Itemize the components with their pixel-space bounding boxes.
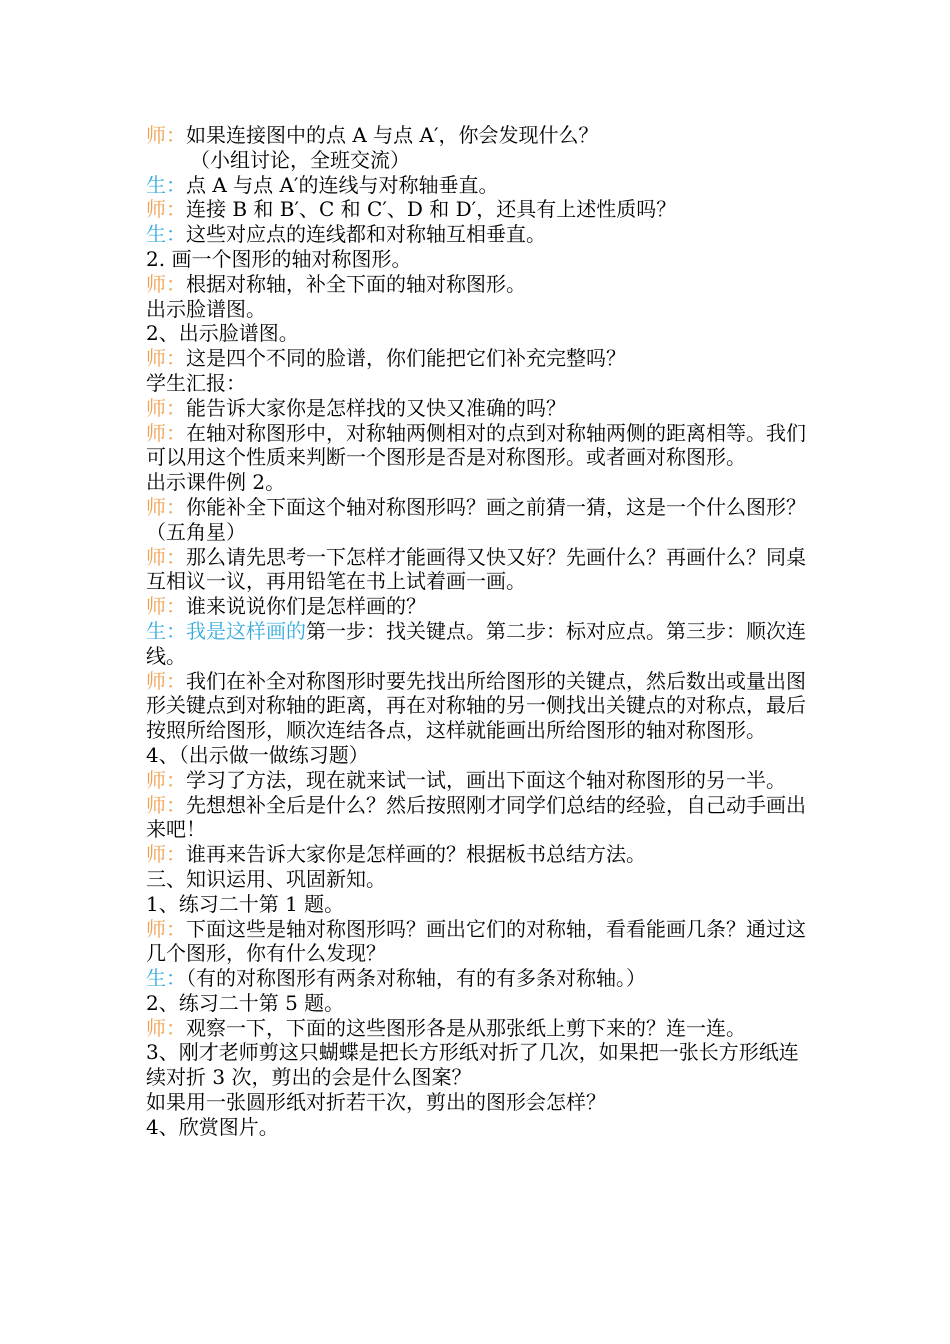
teacher-label: 师：	[146, 544, 186, 569]
paragraph-text: 3、刚才老师剪这只蝴蝶是把长方形纸对折了几次，如果把一张长方形纸连续对折 3 次，剪出的会是什么图案？	[146, 1040, 799, 1090]
paragraph-text: 这些对应点的连线都和对称轴互相垂直。	[186, 222, 546, 247]
paragraph	[146, 1115, 818, 1140]
teacher-label: 师：	[146, 494, 186, 519]
paragraph	[146, 247, 818, 272]
paragraph	[146, 173, 818, 198]
teacher-label: 师：	[146, 395, 186, 420]
paragraph	[146, 371, 818, 396]
paragraph-text: 2. 画一个图形的轴对称图形。	[146, 246, 412, 271]
paragraph-text: 下面这些是轴对称图形吗？画出它们的对称轴，看看能画几条？通过这几个图形，你有什么发现？	[146, 916, 806, 966]
paragraph	[146, 619, 818, 669]
paragraph-text: 我们在补全对称图形时要先找出所给图形的关键点，然后数出或量出图形关键点到对称轴的距离，再在对称轴的另一侧找出关键点的对称点，最后按照所给图形，顺次连结各点，这样就能画出所给图形的轴对称图形。	[146, 668, 806, 743]
student-label: 生：	[146, 172, 186, 197]
paragraph-text: 如果用一张圆形纸对折若干次，剪出的图形会怎样？	[146, 1090, 606, 1115]
paragraph-text: 2、练习二十第 5 题。	[146, 990, 345, 1015]
paragraph-text: 先想想补全后是什么？然后按照刚才同学们总结的经验，自己动手画出来吧！	[146, 792, 806, 842]
paragraph	[146, 297, 818, 322]
paragraph	[146, 421, 818, 471]
paragraph-text: 谁再来告诉大家你是怎样画的？根据板书总结方法。	[186, 842, 646, 867]
paragraph	[146, 1090, 818, 1115]
teacher-label: 师：	[146, 792, 186, 817]
paragraph	[146, 148, 818, 173]
paragraph	[146, 197, 818, 222]
paragraph-text: 三、知识运用、巩固新知。	[146, 866, 386, 891]
paragraph	[146, 346, 818, 371]
teacher-label: 师：	[146, 842, 186, 867]
teacher-label: 师：	[146, 767, 186, 792]
paragraph-text: 出示脸谱图。	[146, 296, 266, 321]
paragraph-text: 点 A 与点 A′的连线与对称轴垂直。	[186, 172, 499, 197]
paragraph-text: 4、（出示做一做练习题）	[146, 742, 369, 767]
paragraph	[146, 123, 818, 148]
teacher-label: 师：	[146, 668, 186, 693]
paragraph-text: 根据对称轴，补全下面的轴对称图形。	[186, 271, 526, 296]
student-label: 生：我是这样画的	[146, 618, 306, 643]
student-label: 生：	[146, 966, 186, 991]
teacher-label: 师：	[146, 420, 186, 445]
paragraph-text: 学生汇报：	[146, 370, 246, 395]
paragraph	[146, 743, 818, 768]
paragraph	[146, 321, 818, 346]
paragraph	[146, 272, 818, 297]
paragraph-text: 连接 B 和 B′、C 和 C′、D 和 D′，还具有上述性质吗？	[186, 197, 677, 222]
paragraph	[146, 1040, 818, 1090]
paragraph	[146, 1016, 818, 1041]
paragraph	[146, 892, 818, 917]
paragraph-text: 出示课件例 2。	[146, 470, 286, 495]
paragraph-text: 4、欣赏图片。	[146, 1114, 279, 1139]
teacher-label: 师：	[146, 1015, 186, 1040]
paragraph	[146, 470, 818, 495]
paragraph-text: 学习了方法，现在就来试一试，画出下面这个轴对称图形的另一半。	[186, 767, 786, 792]
paragraph-text: 谁来说说你们是怎样画的？	[186, 594, 426, 619]
paragraph	[146, 222, 818, 247]
paragraph-text: 这是四个不同的脸谱，你们能把它们补充完整吗？	[186, 346, 626, 371]
paragraph	[146, 842, 818, 867]
paragraph	[146, 594, 818, 619]
paragraph	[146, 917, 818, 967]
paragraph-text: 1、练习二十第 1 题。	[146, 891, 345, 916]
paragraph	[146, 867, 818, 892]
paragraph	[146, 396, 818, 421]
teacher-label: 师：	[146, 594, 186, 619]
paragraph-text: 你能补全下面这个轴对称图形吗？画之前猜一猜，这是一个什么图形？（五角星）	[146, 494, 806, 544]
paragraph	[146, 966, 818, 991]
teacher-label: 师：	[146, 123, 186, 147]
teacher-label: 师：	[146, 916, 186, 941]
paragraph-text: （有的对称图形有两条对称轴，有的有多条对称轴。）	[186, 966, 646, 991]
paragraph	[146, 495, 818, 545]
paragraph-text: （小组讨论，全班交流）	[190, 147, 410, 172]
paragraph	[146, 793, 818, 843]
teacher-label: 师：	[146, 346, 186, 371]
paragraph-text: 2、出示脸谱图。	[146, 321, 299, 346]
paragraph	[146, 768, 818, 793]
paragraph-text: 如果连接图中的点 A 与点 A′，你会发现什么？	[186, 123, 599, 147]
teacher-label: 师：	[146, 271, 186, 296]
paragraph-text: 能告诉大家你是怎样找的又快又准确的吗？	[186, 395, 566, 420]
paragraph-text: 在轴对称图形中，对称轴两侧相对的点到对称轴两侧的距离相等。我们可以用这个性质来判断一个图形是否是对称图形。或者画对称图形。	[146, 420, 806, 470]
document-body	[146, 123, 818, 1140]
paragraph	[146, 991, 818, 1016]
student-label: 生：	[146, 222, 186, 247]
paragraph	[146, 545, 818, 595]
paragraph-text: 第一步：找关键点。第二步：标对应点。第三步：顺次连线。	[146, 618, 806, 668]
teacher-label: 师：	[146, 197, 186, 222]
paragraph-text: 观察一下，下面的这些图形各是从那张纸上剪下来的？连一连。	[186, 1015, 746, 1040]
paragraph	[146, 669, 818, 743]
paragraph-text: 那么请先思考一下怎样才能画得又快又好？先画什么？再画什么？同桌互相议一议，再用铅笔在书上试着画一画。	[146, 544, 806, 594]
